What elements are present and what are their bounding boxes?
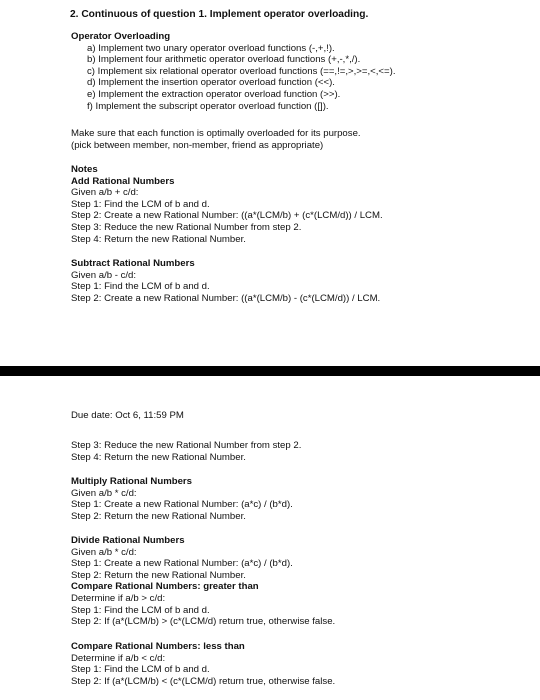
compare-gt-heading: Compare Rational Numbers: greater than <box>71 581 259 593</box>
due-date-section <box>71 410 184 422</box>
subtract-line: Step 2: Create a new Rational Number: ((a*(LCM/b) - (c*(LCM/d)) / LCM. <box>71 292 381 304</box>
compare-lt-heading: Compare Rational Numbers: less than <box>71 641 245 652</box>
subtract-section <box>71 258 380 304</box>
instructions-section <box>71 128 361 151</box>
multiply-line: Step 1: Create a new Rational Number: (a*c) / (b*d). <box>71 499 293 511</box>
compare-lt-section <box>71 641 335 687</box>
multiply-heading: Multiply Rational Numbers <box>71 476 192 487</box>
multiply-line: Step 2: Return the new Rational Number. <box>71 510 246 522</box>
assignment-title: 2. Continuous of question 1. Implement operator overloading. <box>70 9 369 20</box>
overloading-item: f) Implement the subscript operator overload function ([]). <box>87 100 329 112</box>
compare-lt-line: Step 2: If (a*(LCM/b) < (c*(LCM/d) return true, otherwise false. <box>71 675 336 687</box>
instruction-line: (pick between member, non-member, friend as appropriate) <box>71 139 324 151</box>
subtract-line: Given a/b - c/d: <box>71 269 137 281</box>
compare-lt-line: Step 1: Find the LCM of b and d. <box>71 664 210 676</box>
add-line: Given a/b + c/d: <box>71 187 139 199</box>
due-date: Due date: Oct 6, 11:59 PM <box>71 410 184 421</box>
add-heading: Add Rational Numbers <box>71 175 175 187</box>
notes-heading: Notes <box>71 164 98 175</box>
overloading-item: d) Implement the insertion operator overload function (<<). <box>87 77 335 89</box>
compare-gt-line: Step 1: Find the LCM of b and d. <box>71 604 210 616</box>
operator-overloading-section <box>71 31 396 112</box>
compare-gt-line: Step 2: If (a*(LCM/b) > (c*(LCM/d) return true, otherwise false. <box>71 616 336 628</box>
divide-line: Step 2: Return the new Rational Number. <box>71 569 246 581</box>
overloading-item: b) Implement four arithmetic operator overload functions (+,-,*,/). <box>87 54 361 66</box>
subtract-line: Step 4: Return the new Rational Number. <box>71 451 246 463</box>
divide-line: Step 1: Create a new Rational Number: (a*c) / (b*d). <box>71 558 293 570</box>
subtract-line: Step 3: Reduce the new Rational Number from step 2. <box>71 440 302 451</box>
divide-section <box>71 535 335 628</box>
compare-lt-line: Determine if a/b < c/d: <box>71 652 166 664</box>
instruction-line: Make sure that each function is optimally overloaded for its purpose. <box>71 128 361 139</box>
subtract-continued-section <box>71 440 301 463</box>
add-line: Step 2: Create a new Rational Number: ((a*(LCM/b) + (c*(LCM/d)) / LCM. <box>71 210 383 222</box>
subtract-line: Step 1: Find the LCM of b and d. <box>71 281 210 293</box>
divide-heading: Divide Rational Numbers <box>71 535 185 546</box>
add-line: Step 1: Find the LCM of b and d. <box>71 198 210 210</box>
document-page-2 <box>0 376 540 700</box>
subtract-heading: Subtract Rational Numbers <box>71 258 195 269</box>
overloading-heading: Operator Overloading <box>71 31 171 42</box>
divide-line: Given a/b * c/d: <box>71 546 137 558</box>
overloading-item: a) Implement two unary operator overload functions (-,+,!). <box>87 42 335 54</box>
overloading-item: c) Implement six relational operator overload functions (==,!=,>,>=,<,<=). <box>87 65 396 77</box>
add-line: Step 3: Reduce the new Rational Number from step 2. <box>71 221 302 233</box>
notes-section <box>71 164 383 245</box>
add-line: Step 4: Return the new Rational Number. <box>71 233 246 245</box>
compare-gt-line: Determine if a/b > c/d: <box>71 592 166 604</box>
multiply-line: Given a/b * c/d: <box>71 487 137 499</box>
overloading-item: e) Implement the extraction operator overload function (>>). <box>87 88 341 100</box>
multiply-section <box>71 476 293 522</box>
overloading-items <box>71 43 396 113</box>
